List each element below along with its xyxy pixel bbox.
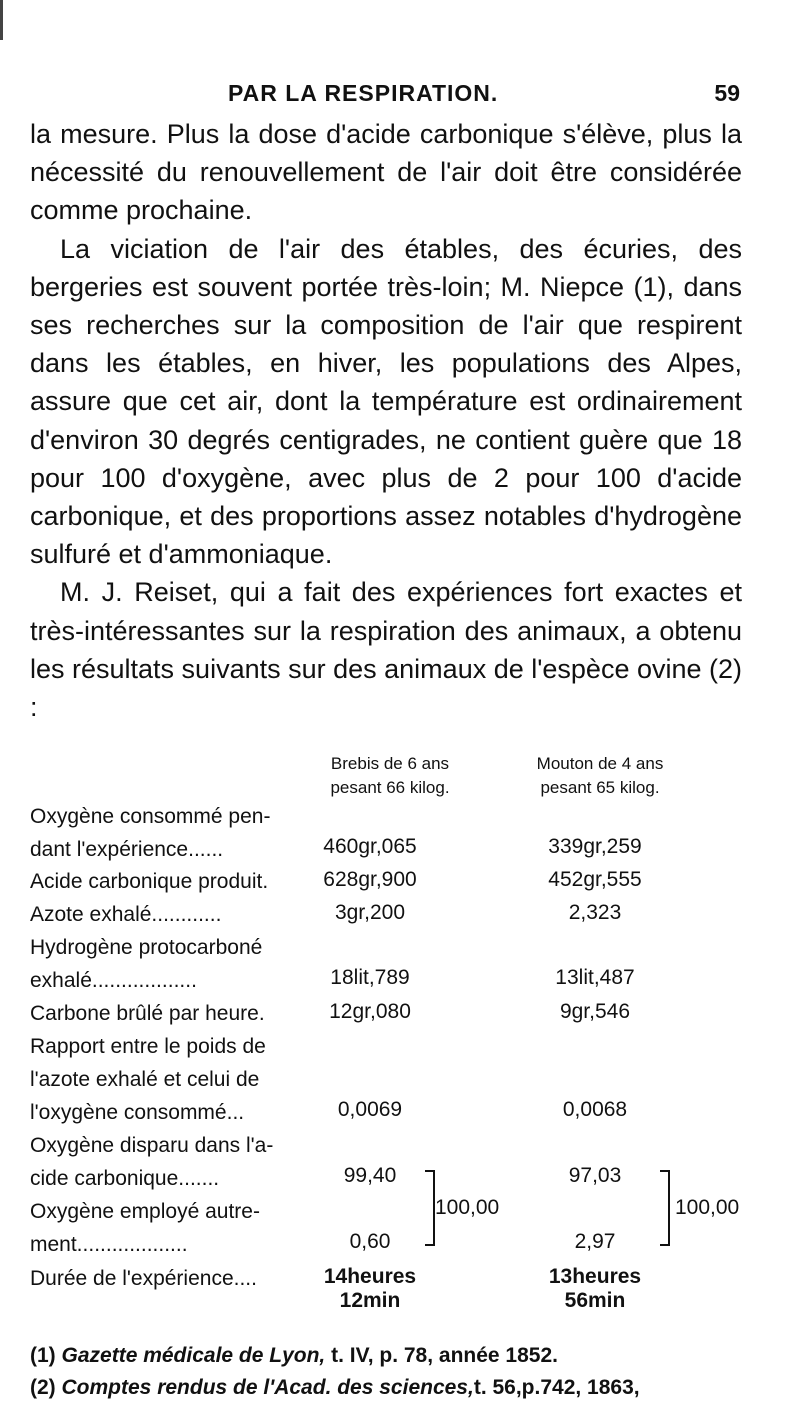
value-brebis: 3gr,200: [334, 901, 406, 924]
value-brebis: 460gr,065: [323, 835, 417, 858]
value-mouton: 2,97: [574, 1230, 616, 1253]
footnote: (1) Gazette médicale de Lyon, t. IV, p. 78, année 1852.: [30, 1344, 558, 1367]
value-mouton: 0,0068: [562, 1098, 628, 1121]
total-brebis: 100,00: [435, 1196, 500, 1219]
total-mouton: 100,00: [675, 1196, 740, 1219]
row-label: Oxygène consommé pen- dant l'expérience......: [30, 805, 271, 861]
column-header-mouton: Mouton de 4 ans pesant 65 kilog.: [536, 754, 664, 797]
value-brebis: 0,60: [349, 1230, 391, 1253]
row-label: Acide carbonique produit.: [30, 870, 269, 893]
row-label: Azote exhalé............: [30, 903, 222, 926]
value-brebis: 18lit,789: [330, 966, 410, 989]
footnote: (2) Comptes rendus de l'Acad. des sciences,t. 56,p.742, 1863,: [30, 1376, 640, 1399]
paragraph: la mesure. Plus la dose d'acide carbonique s'élève, plus la nécessité du renouvellement de l'air doit être considérée comme prochaine.: [30, 119, 742, 226]
footnotes: [30, 1340, 770, 1404]
paragraph: La viciation de l'air des étables, des écuries, des bergeries est souvent portée très-loin; M. Niepce (1), dans ses recherches sur la composition de l'air que respirent dans les étables, en hiver, les populations des Alpes, assure que cet air, dont la température est ordinairement d'environ 30 degrés centigrades, ne contient guère que 18 pour 100 d'oxygène, avec plus de 2 pour 100 d'acide carbonique, et des proportions assez notables d'hydrogène sulfuré et d'ammoniaque.: [30, 233, 742, 570]
value-brebis: 12gr,080: [329, 1000, 411, 1023]
row-label: Durée de l'expérience....: [30, 1267, 257, 1290]
running-title: PAR LA RESPIRATION.: [228, 80, 499, 106]
brace: [425, 1170, 435, 1246]
value-mouton: 9gr,546: [559, 1000, 631, 1023]
value-mouton: 452gr,555: [548, 868, 642, 891]
value-mouton: 13lit,487: [555, 966, 635, 989]
value-brebis: 99,40: [343, 1164, 397, 1187]
page-header: [0, 80, 800, 110]
value-mouton: 339gr,259: [548, 835, 642, 858]
value-mouton: 97,03: [568, 1164, 622, 1187]
value-mouton: 13heures 56min: [548, 1265, 642, 1312]
column-header-brebis: Brebis de 6 ans pesant 66 kilog.: [330, 754, 450, 797]
page-edge: [0, 0, 3, 40]
paragraph: M. J. Reiset, qui a fait des expériences fort exactes et très-intéressantes sur la respiration des animaux, a obtenu les résultats suivants sur des animaux de l'espèce ovine (2) :: [30, 577, 743, 723]
brace: [660, 1170, 670, 1246]
value-brebis: 628gr,900: [323, 868, 417, 891]
row-label: Oxygène disparu dans l'a- cide carbonique.......: [30, 1134, 274, 1190]
row-label: Carbone brûlé par heure.: [30, 1002, 265, 1025]
row-label: Hydrogène protocarboné exhalé..................: [30, 936, 263, 992]
value-mouton: 2,323: [568, 901, 622, 924]
value-brebis: 14heures 12min: [323, 1265, 417, 1312]
row-label: Oxygène employé autre- ment...................: [30, 1200, 260, 1256]
row-label: Rapport entre le poids de l'azote exhalé et celui de l'oxygène consommé...: [30, 1035, 266, 1124]
page-number: 59: [714, 80, 740, 106]
body-text: [30, 115, 742, 726]
value-brebis: 0,0069: [337, 1098, 403, 1121]
